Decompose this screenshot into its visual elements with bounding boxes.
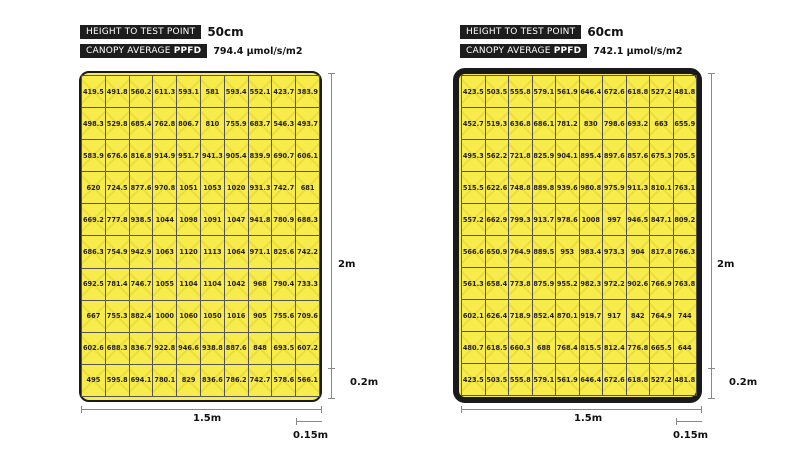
grid-cell: 644 bbox=[674, 332, 698, 364]
grid-cell: 763.1 bbox=[674, 172, 698, 204]
grid-cell: 688 bbox=[533, 332, 557, 364]
grid-cell: 780.9 bbox=[272, 204, 296, 236]
grid-cell: 857.6 bbox=[627, 140, 651, 172]
grid-cell: 852.4 bbox=[533, 300, 557, 332]
dim-width-label: 1.5m bbox=[574, 413, 603, 424]
grid-cell: 746.7 bbox=[130, 269, 154, 301]
avg-value: 742.1 µmol/s/m2 bbox=[593, 45, 683, 57]
grid-cell: 875.9 bbox=[533, 268, 557, 300]
grid-cell: 768.4 bbox=[556, 332, 580, 364]
avg-value: 794.4 µmol/s/m2 bbox=[213, 45, 303, 57]
dim-margin-v-label: 0.2m bbox=[729, 377, 758, 388]
grid-cell: 913.7 bbox=[533, 204, 557, 236]
grid-cell: 946.5 bbox=[627, 204, 651, 236]
grid-cell: 672.6 bbox=[603, 364, 627, 396]
grid-cell: 938.5 bbox=[130, 204, 154, 236]
grid-cell: 755.3 bbox=[106, 301, 130, 333]
grid-cell: 1063 bbox=[153, 236, 177, 268]
grid-cell: 1044 bbox=[153, 204, 177, 236]
grid-cell: 579.1 bbox=[533, 76, 557, 108]
grid-cell: 755.6 bbox=[272, 301, 296, 333]
height-label-row bbox=[460, 24, 624, 40]
grid-cell: 481.8 bbox=[674, 76, 698, 108]
grid-cell: 895.4 bbox=[580, 140, 604, 172]
height-label: HEIGHT TO TEST POINT bbox=[460, 25, 581, 39]
grid-cell: 1120 bbox=[177, 236, 201, 268]
grid-cell: 848 bbox=[249, 333, 273, 365]
grid-cell: 423.5 bbox=[462, 76, 486, 108]
grid-cell: 777.8 bbox=[106, 204, 130, 236]
grid-cell: 1020 bbox=[225, 172, 249, 204]
grid-cell: 744 bbox=[674, 300, 698, 332]
grid-cell: 825.9 bbox=[533, 140, 557, 172]
grid-cell: 646.4 bbox=[580, 364, 604, 396]
dim-height-line bbox=[711, 73, 712, 399]
grid-cell: 776.8 bbox=[627, 332, 651, 364]
grid-cell: 583.9 bbox=[82, 140, 106, 172]
grid-cell: 955.2 bbox=[556, 268, 580, 300]
grid-cell: 799.3 bbox=[509, 204, 533, 236]
grid-cell: 519.3 bbox=[486, 108, 510, 140]
grid-cell: 566.6 bbox=[462, 236, 486, 268]
grid-cell: 721.8 bbox=[509, 140, 533, 172]
grid-cell: 897.6 bbox=[603, 140, 627, 172]
grid-cell: 764.9 bbox=[509, 236, 533, 268]
grid-cell: 763.8 bbox=[674, 268, 698, 300]
grid-cell: 618.8 bbox=[627, 76, 651, 108]
grid-cell: 889.8 bbox=[533, 172, 557, 204]
height-value: 60cm bbox=[587, 25, 624, 39]
grid-cell: 622.6 bbox=[486, 172, 510, 204]
grid-cell: 620 bbox=[82, 172, 106, 204]
grid-cell: 798.6 bbox=[603, 108, 627, 140]
grid-cell: 781.4 bbox=[106, 269, 130, 301]
grid-cell: 946.6 bbox=[177, 333, 201, 365]
grid-cell: 636.8 bbox=[509, 108, 533, 140]
grid-cell: 690.7 bbox=[272, 140, 296, 172]
grid-cell: 607.2 bbox=[296, 333, 320, 365]
panel-60cm bbox=[380, 0, 780, 471]
grid-cell: 980.8 bbox=[580, 172, 604, 204]
grid-cell: 503.5 bbox=[486, 76, 510, 108]
ppfd-grid bbox=[461, 75, 697, 396]
grid-cell: 688.3 bbox=[296, 204, 320, 236]
grid-cell: 552.1 bbox=[249, 76, 273, 108]
ppfd-grid bbox=[81, 75, 320, 397]
grid-cell: 493.7 bbox=[296, 108, 320, 140]
grid-cell: 692.5 bbox=[82, 269, 106, 301]
grid-cell: 515.5 bbox=[462, 172, 486, 204]
dim-margin-h-label: 0.15m bbox=[293, 430, 329, 441]
grid-cell: 968 bbox=[249, 269, 273, 301]
height-label: HEIGHT TO TEST POINT bbox=[80, 25, 201, 39]
grid-cell: 529.8 bbox=[106, 108, 130, 140]
grid-cell: 561.9 bbox=[556, 76, 580, 108]
grid-cell: 836.6 bbox=[201, 365, 225, 397]
grid-cell: 983.4 bbox=[580, 236, 604, 268]
grid-cell: 997 bbox=[603, 204, 627, 236]
dim-width-line bbox=[81, 409, 322, 410]
grid-cell: 1060 bbox=[177, 301, 201, 333]
grid-cell: 606.1 bbox=[296, 140, 320, 172]
avg-label-row bbox=[80, 43, 302, 59]
grid-cell: 733.3 bbox=[296, 269, 320, 301]
grid-cell: 646.4 bbox=[580, 76, 604, 108]
grid-cell: 1008 bbox=[580, 204, 604, 236]
grid-cell: 842 bbox=[627, 300, 651, 332]
grid-cell: 1042 bbox=[225, 269, 249, 301]
grid-cell: 618.8 bbox=[627, 364, 651, 396]
grid-cell: 595.8 bbox=[106, 365, 130, 397]
grid-cell: 480.7 bbox=[462, 332, 486, 364]
grid-cell: 658.4 bbox=[486, 268, 510, 300]
grid-cell: 939.6 bbox=[556, 172, 580, 204]
grid-cell: 686.3 bbox=[82, 236, 106, 268]
grid-cell: 705.5 bbox=[674, 140, 698, 172]
grid-cell: 810.1 bbox=[650, 172, 674, 204]
grid-cell: 566.1 bbox=[296, 365, 320, 397]
grid-cell: 815.5 bbox=[580, 332, 604, 364]
grid-cell: 579.1 bbox=[533, 364, 557, 396]
grid-cell: 555.8 bbox=[509, 364, 533, 396]
grid-cell: 481.8 bbox=[674, 364, 698, 396]
grid-cell: 941.8 bbox=[249, 204, 273, 236]
height-label-row bbox=[80, 24, 244, 40]
dim-margin-v-label: 0.2m bbox=[350, 377, 379, 388]
grid-cell: 887.6 bbox=[225, 333, 249, 365]
avg-label-row bbox=[460, 43, 682, 59]
grid-cell: 602.1 bbox=[462, 300, 486, 332]
grid-cell: 546.3 bbox=[272, 108, 296, 140]
grid-cell: 847.1 bbox=[650, 204, 674, 236]
grid-cell: 1055 bbox=[153, 269, 177, 301]
grid-cell: 973.3 bbox=[603, 236, 627, 268]
dim-width-label: 1.5m bbox=[193, 413, 222, 424]
grid-cell: 762.8 bbox=[153, 108, 177, 140]
grid-cell: 905 bbox=[249, 301, 273, 333]
grid-cell: 941.3 bbox=[201, 140, 225, 172]
grid-cell: 938.8 bbox=[201, 333, 225, 365]
grid-cell: 905.4 bbox=[225, 140, 249, 172]
grid-cell: 672.6 bbox=[603, 76, 627, 108]
grid-cell: 942.9 bbox=[130, 236, 154, 268]
grid-cell: 527.2 bbox=[650, 76, 674, 108]
grid-cell: 694.1 bbox=[130, 365, 154, 397]
dim-width-line bbox=[461, 409, 702, 410]
grid-cell: 922.8 bbox=[153, 333, 177, 365]
grid-cell: 748.8 bbox=[509, 172, 533, 204]
grid-cell: 495.3 bbox=[462, 140, 486, 172]
grid-cell: 951.7 bbox=[177, 140, 201, 172]
grid-cell: 786.2 bbox=[225, 365, 249, 397]
grid-cell: 812.4 bbox=[603, 332, 627, 364]
grid-cell: 829 bbox=[177, 365, 201, 397]
grid-cell: 561.3 bbox=[462, 268, 486, 300]
grid-cell: 817.8 bbox=[650, 236, 674, 268]
grid-cell: 914.9 bbox=[153, 140, 177, 172]
grid-cell: 809.2 bbox=[674, 204, 698, 236]
grid-cell: 611.3 bbox=[153, 76, 177, 108]
grid-cell: 498.3 bbox=[82, 108, 106, 140]
grid-cell: 953 bbox=[556, 236, 580, 268]
grid-cell: 562.2 bbox=[486, 140, 510, 172]
height-value: 50cm bbox=[207, 25, 244, 39]
grid-cell: 503.5 bbox=[486, 364, 510, 396]
grid-cell: 1104 bbox=[177, 269, 201, 301]
grid-cell: 978.6 bbox=[556, 204, 580, 236]
grid-cell: 889.5 bbox=[533, 236, 557, 268]
grid-cell: 911.3 bbox=[627, 172, 651, 204]
grid-cell: 764.9 bbox=[650, 300, 674, 332]
grid-cell: 602.6 bbox=[82, 333, 106, 365]
grid-cell: 870.1 bbox=[556, 300, 580, 332]
grid-cell: 975.9 bbox=[603, 172, 627, 204]
grid-cell: 1098 bbox=[177, 204, 201, 236]
grid-cell: 773.8 bbox=[509, 268, 533, 300]
grid-cell: 675.3 bbox=[650, 140, 674, 172]
grid-cell: 742.7 bbox=[272, 172, 296, 204]
grid-cell: 452.7 bbox=[462, 108, 486, 140]
grid-cell: 1053 bbox=[201, 172, 225, 204]
grid-cell: 618.5 bbox=[486, 332, 510, 364]
grid-cell: 423.5 bbox=[462, 364, 486, 396]
grid-cell: 1051 bbox=[177, 172, 201, 204]
grid-cell: 1016 bbox=[225, 301, 249, 333]
grid-cell: 902.6 bbox=[627, 268, 651, 300]
grid-cell: 561.9 bbox=[556, 364, 580, 396]
grid-cell: 593.1 bbox=[177, 76, 201, 108]
grid-cell: 683.7 bbox=[249, 108, 273, 140]
grid-cell: 1104 bbox=[201, 269, 225, 301]
grid-cell: 825.6 bbox=[272, 236, 296, 268]
grid-cell: 810 bbox=[201, 108, 225, 140]
grid-cell: 790.4 bbox=[272, 269, 296, 301]
grid-cell: 806.7 bbox=[177, 108, 201, 140]
avg-label: CANOPY AVERAGE PPFD bbox=[460, 44, 587, 58]
grid-cell: 830 bbox=[580, 108, 604, 140]
grid-cell: 780.1 bbox=[153, 365, 177, 397]
grid-cell: 781.2 bbox=[556, 108, 580, 140]
grid-cell: 919.7 bbox=[580, 300, 604, 332]
grid-cell: 1047 bbox=[225, 204, 249, 236]
grid-cell: 982.3 bbox=[580, 268, 604, 300]
grid-cell: 491.8 bbox=[106, 76, 130, 108]
grid-cell: 1050 bbox=[201, 301, 225, 333]
grid-cell: 1064 bbox=[225, 236, 249, 268]
grid-cell: 665.5 bbox=[650, 332, 674, 364]
grid-cell: 836.7 bbox=[130, 333, 154, 365]
grid-cell: 724.5 bbox=[106, 172, 130, 204]
grid-cell: 766.9 bbox=[650, 268, 674, 300]
grid-cell: 578.6 bbox=[272, 365, 296, 397]
grid-cell: 904 bbox=[627, 236, 651, 268]
grid-cell: 877.6 bbox=[130, 172, 154, 204]
grid-cell: 593.4 bbox=[225, 76, 249, 108]
grid-cell: 663 bbox=[650, 108, 674, 140]
dim-margin-h-label: 0.15m bbox=[673, 430, 709, 441]
grid-cell: 555.8 bbox=[509, 76, 533, 108]
grid-cell: 1091 bbox=[201, 204, 225, 236]
grid-cell: 904.1 bbox=[556, 140, 580, 172]
grid-cell: 839.9 bbox=[249, 140, 273, 172]
dim-height-label: 2m bbox=[338, 259, 356, 270]
grid-cell: 718.9 bbox=[509, 300, 533, 332]
grid-cell: 917 bbox=[603, 300, 627, 332]
grid-cell: 495 bbox=[82, 365, 106, 397]
grid-cell: 419.5 bbox=[82, 76, 106, 108]
grid-cell: 688.3 bbox=[106, 333, 130, 365]
grid-cell: 527.2 bbox=[650, 364, 674, 396]
grid-cell: 971.1 bbox=[249, 236, 273, 268]
grid-cell: 1113 bbox=[201, 236, 225, 268]
grid-cell: 709.6 bbox=[296, 301, 320, 333]
grid-cell: 972.2 bbox=[603, 268, 627, 300]
grid-cell: 882.4 bbox=[130, 301, 154, 333]
grid-cell: 662.9 bbox=[486, 204, 510, 236]
grid-cell: 557.2 bbox=[462, 204, 486, 236]
grid-cell: 693.2 bbox=[627, 108, 651, 140]
grid-cell: 742.7 bbox=[249, 365, 273, 397]
avg-label: CANOPY AVERAGE PPFD bbox=[80, 44, 207, 58]
grid-cell: 685.4 bbox=[130, 108, 154, 140]
dim-height-line bbox=[331, 73, 332, 399]
grid-cell: 581 bbox=[201, 76, 225, 108]
grid-cell: 693.5 bbox=[272, 333, 296, 365]
grid-cell: 1000 bbox=[153, 301, 177, 333]
dim-height-label: 2m bbox=[717, 259, 735, 270]
grid-cell: 754.9 bbox=[106, 236, 130, 268]
grid-cell: 423.7 bbox=[272, 76, 296, 108]
grid-cell: 931.3 bbox=[249, 172, 273, 204]
grid-cell: 681 bbox=[296, 172, 320, 204]
grid-cell: 669.2 bbox=[82, 204, 106, 236]
grid-cell: 755.9 bbox=[225, 108, 249, 140]
grid-cell: 686.1 bbox=[533, 108, 557, 140]
grid-cell: 667 bbox=[82, 301, 106, 333]
grid-cell: 970.8 bbox=[153, 172, 177, 204]
grid-cell: 676.6 bbox=[106, 140, 130, 172]
grid-cell: 626.4 bbox=[486, 300, 510, 332]
grid-cell: 742.2 bbox=[296, 236, 320, 268]
grid-cell: 560.2 bbox=[130, 76, 154, 108]
grid-cell: 816.8 bbox=[130, 140, 154, 172]
grid-cell: 766.3 bbox=[674, 236, 698, 268]
grid-cell: 660.3 bbox=[509, 332, 533, 364]
grid-cell: 655.9 bbox=[674, 108, 698, 140]
grid-cell: 650.9 bbox=[486, 236, 510, 268]
grid-cell: 383.9 bbox=[296, 76, 320, 108]
